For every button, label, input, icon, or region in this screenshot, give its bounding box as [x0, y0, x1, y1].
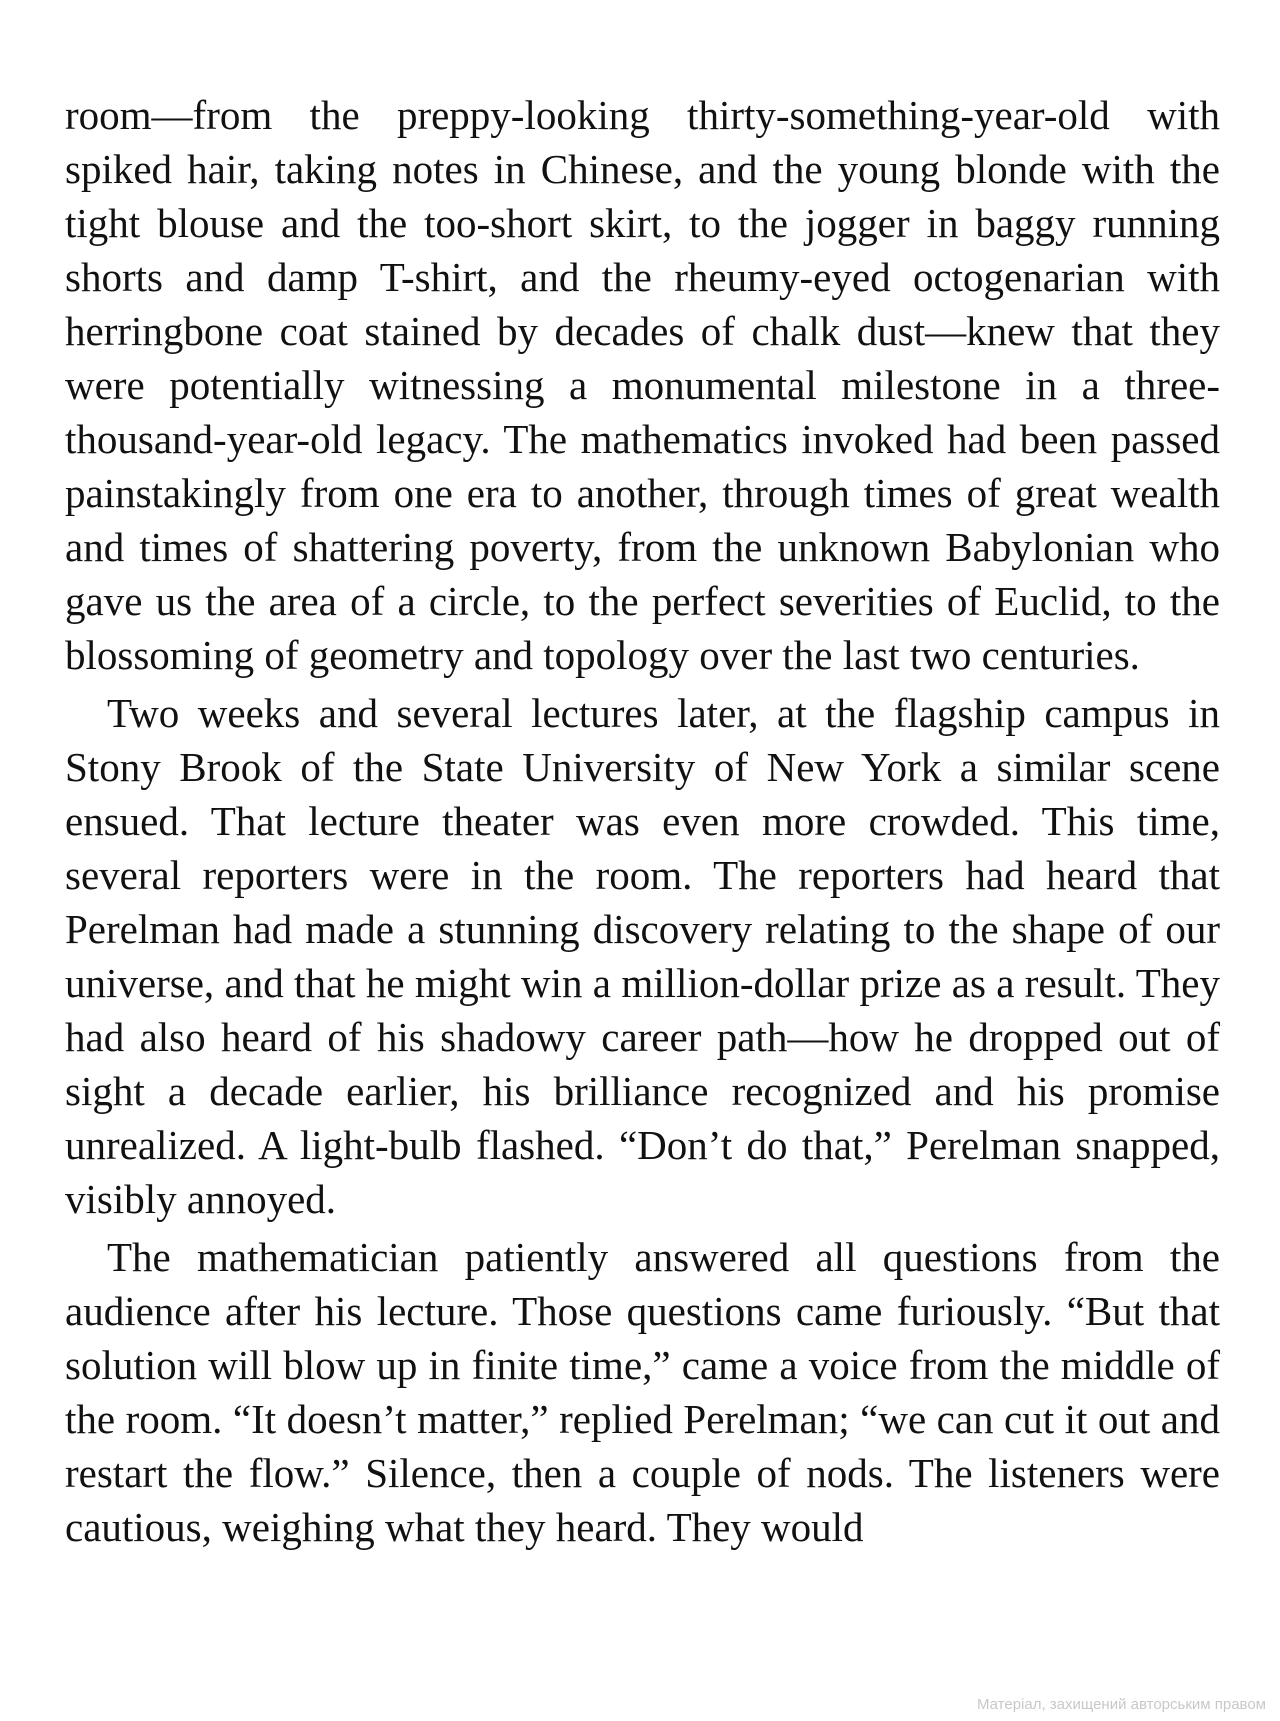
- copyright-watermark: Матеріал, захищений авторським правом: [976, 1696, 1266, 1713]
- paragraph-questions: The mathematician patiently answered all questions from the audience after his lecture. Those questions came furiously. “But that solution will blow up in finite time,” came a voice from the middle of the room. “It doesn’t matter,” replied Perelman; “we can cut it out and restart the flow.” Silence, then a couple of nods. The listeners were cautious, weighing what they heard. They would: [65, 1234, 1220, 1550]
- book-page: [65, 88, 1220, 1554]
- paragraph-stony-brook: Two weeks and several lectures later, at the flagship campus in Stony Brook of the State University of New York a similar scene ensued. That lecture theater was even more crowded. This time, several reporters were in the room. The reporters had heard that Perelman had made a stunning discovery relating to the shape of our universe, and that he might win a million-dollar prize as a result. They had also heard of his shadowy career path—how he dropped out of sight a decade earlier, his brilliance recognized and his promise unrealized. A light-bulb flashed. “Don’t do that,” Perelman snapped, visibly annoyed.: [65, 690, 1220, 1222]
- paragraph-continuation: room—from the preppy-looking thirty-something-year-old with spiked hair, taking notes in Chinese, and the young blonde with the tight blouse and the too-short skirt, to the jogger in baggy running shorts and damp T-shirt, and the rheumy-eyed octogenarian with herringbone coat stained by decades of chalk dust—knew that they were potentially witnessing a monumental milestone in a three-thousand-year-old legacy. The mathematics invoked had been passed painstakingly from one era to another, through times of great wealth and times of shattering poverty, from the unknown Babylonian who gave us the area of a circle, to the perfect severities of Euclid, to the blossoming of geometry and topology over the last two centuries.: [65, 92, 1220, 678]
